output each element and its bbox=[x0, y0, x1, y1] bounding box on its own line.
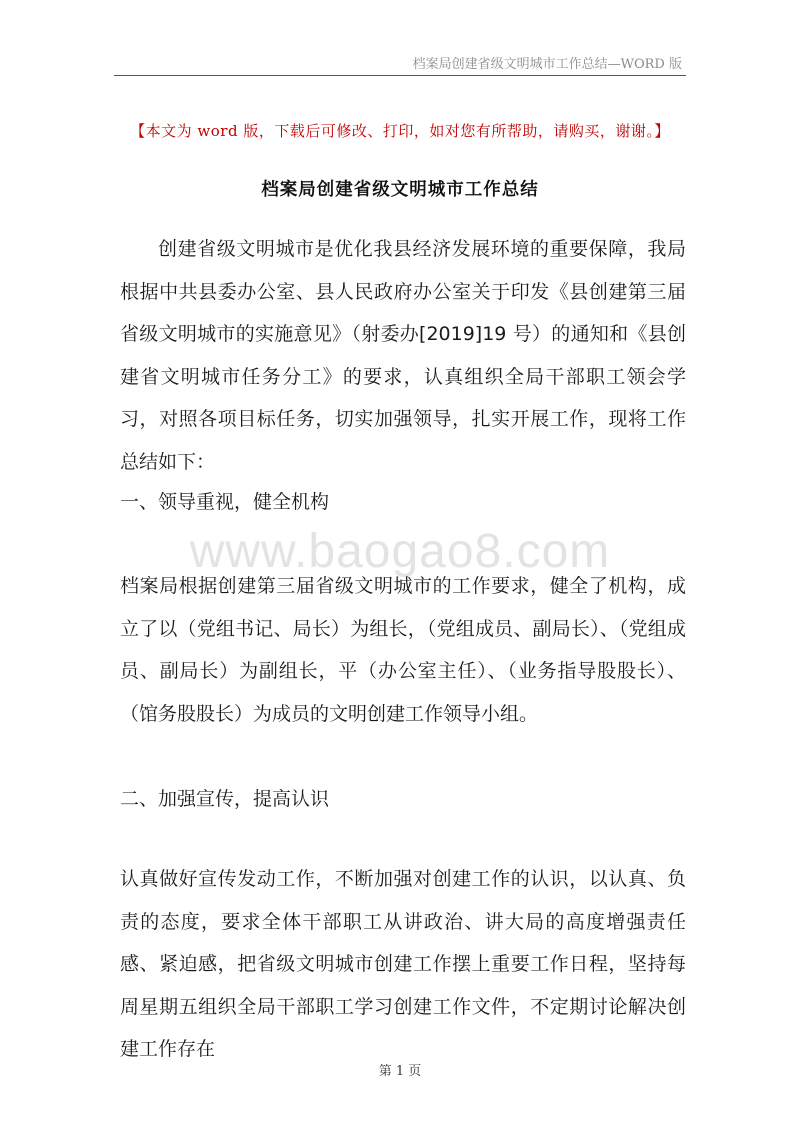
section-body-2: 认真做好宣传发动工作，不断加强对创建工作的认识，以认真、负责的态度，要求全体干部职工从讲政治、讲大局的高度增强责任感、紧迫感，把省级文明城市创建工作摆上重要工作日程，坚持每周星期五组织全局干部职工学习创建工作文件，不定期讨论解决创建工作存在 bbox=[120, 868, 686, 1060]
page-number: 第 1 页 bbox=[378, 1064, 422, 1079]
watermark: www.baogao8.com bbox=[189, 525, 611, 578]
running-header: 档案局创建省级文明城市工作总结—WORD 版 bbox=[412, 57, 682, 72]
header-rule bbox=[114, 75, 686, 76]
section-heading-2: 二、加强宣传，提高认识 bbox=[120, 788, 330, 810]
document-title: 档案局创建省级文明城市工作总结 bbox=[261, 180, 539, 200]
section-body-1: 档案局根据创建第三届省级文明城市的工作要求，健全了机构，成立了以（党组书记、局长）为组长，（党组成员、副局长）、（党组成员、副局长）为副组长，平（办公室主任）、（业务指导股股长）、（馆务股股长）为成员的文明创建工作领导小组。 bbox=[120, 575, 686, 725]
intro-paragraph: 创建省级文明城市是优化我县经济发展环境的重要保障，我局根据中共县委办公室、县人民政府办公室关于印发《县创建第三届省级文明城市的实施意见》（射委办[2019]19 号）的通知和《县创建省文明城市任务分工》的要求，认真组织全局干部职工领会学习，对照各项目标任务，切实加强领导，扎实开展工作，现将工作总结如下： bbox=[120, 238, 686, 473]
purchase-notice: 【本文为 word 版，下载后可修改、打印，如对您有所帮助，请购买，谢谢。】 bbox=[130, 122, 670, 140]
section-heading-1: 一、领导重视，健全机构 bbox=[120, 491, 330, 513]
